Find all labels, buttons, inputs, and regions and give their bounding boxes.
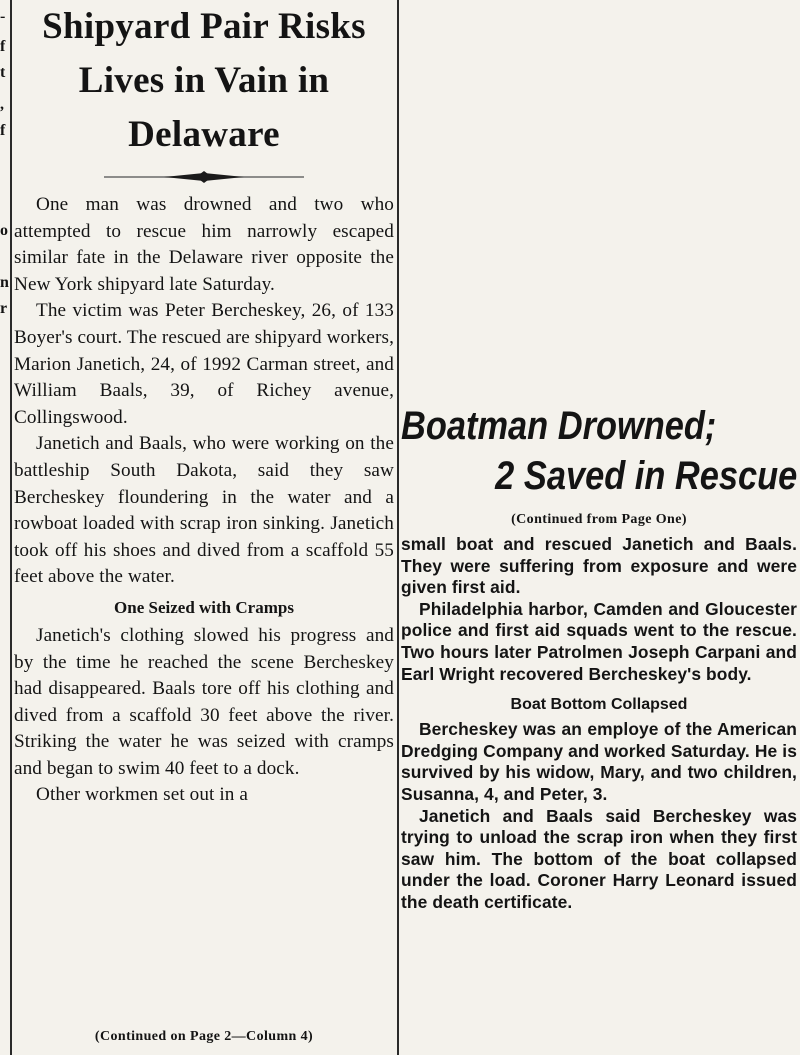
left-article xyxy=(14,0,394,1055)
paragraph: Other workmen set out in a xyxy=(36,784,249,806)
edge-fragment: o xyxy=(0,222,8,239)
jump-headline xyxy=(401,398,797,506)
edge-fragment: r xyxy=(0,300,8,317)
paragraph: Philadelphia harbor, Camden and Gloucester police and first aid squads went to the rescue. Two hours later Patrolmen Joseph Carpani and Earl Wright recovered Bercheskey's body. xyxy=(401,598,797,684)
edge-fragment: , xyxy=(0,96,4,113)
paragraph: Janetich and Baals said Bercheskey was trying to unload the scrap iron when they first saw him. The bottom of the boat collapsed under the load. Coroner Harry Leonard issued the death certificate. xyxy=(401,805,797,912)
right-article xyxy=(401,398,797,914)
paragraph: One man was drowned and two who attempted to rescue him narrowly escaped similar fate in the Delaware river opposite the New York shipyard late Saturday. xyxy=(14,194,394,295)
continued-on-note: (Continued on Page 2—Column 4) xyxy=(94,1029,314,1044)
paragraph: Janetich and Baals, who were working on the battleship South Dakota, said they saw Bercheskey floundering in the water and a rowboat loaded with scrap iron sinking. Janetich took off his shoes and dived from a scaffold 55 feet above the water. xyxy=(14,433,394,588)
edge-fragment: f xyxy=(0,38,6,55)
edge-fragment: - xyxy=(0,8,6,25)
continued-from-note: (Continued from Page One) xyxy=(511,512,687,527)
edge-fragment: n xyxy=(0,274,9,291)
edge-fragment: t xyxy=(0,64,6,81)
paragraph: The victim was Peter Bercheskey, 26, of 133 Boyer's court. The rescued are shipyard workers, Marion Janetich, 24, of 1992 Carman street, and William Baals, 39, of Richey avenue, Collingswood. xyxy=(14,300,394,428)
paragraph: Bercheskey was an employe of the American Dredging Company and worked Saturday. He is survived by his widow, Mary, and two children, Susanna, 4, and Peter, 3. xyxy=(401,719,797,804)
paragraph: small boat and rescued Janetich and Baals. They were suffering from exposure and were given first aid. xyxy=(401,534,797,598)
left-headline-line: Lives in Vain in xyxy=(78,60,330,101)
column-rule-left xyxy=(10,0,12,1055)
column-rule-middle xyxy=(397,0,399,1055)
left-subhead: One Seized with Cramps xyxy=(114,597,294,617)
left-headline-line: Shipyard Pair Risks xyxy=(42,6,366,47)
left-headline-line: Delaware xyxy=(128,114,280,155)
jump-headline-line2: 2 Saved in Rescue xyxy=(494,454,797,498)
edge-fragment: f xyxy=(0,122,6,139)
adjacent-column-fragments xyxy=(0,0,10,1055)
paragraph: Janetich's clothing slowed his progress and by the time he reached the scene Bercheskey had disappeared. Baals tore off his clothing and dived from a scaffold 30 feet above the river. Striking the water he was seized with cramps and began to swim 40 feet to a dock. xyxy=(14,624,394,779)
right-article-body xyxy=(401,534,797,914)
right-subhead: Boat Bottom Collapsed xyxy=(510,696,688,714)
jump-headline-line1: Boatman Drowned; xyxy=(401,404,717,448)
left-headline xyxy=(14,0,394,162)
left-article-body xyxy=(14,192,394,809)
headline-divider-ornament xyxy=(14,162,394,192)
